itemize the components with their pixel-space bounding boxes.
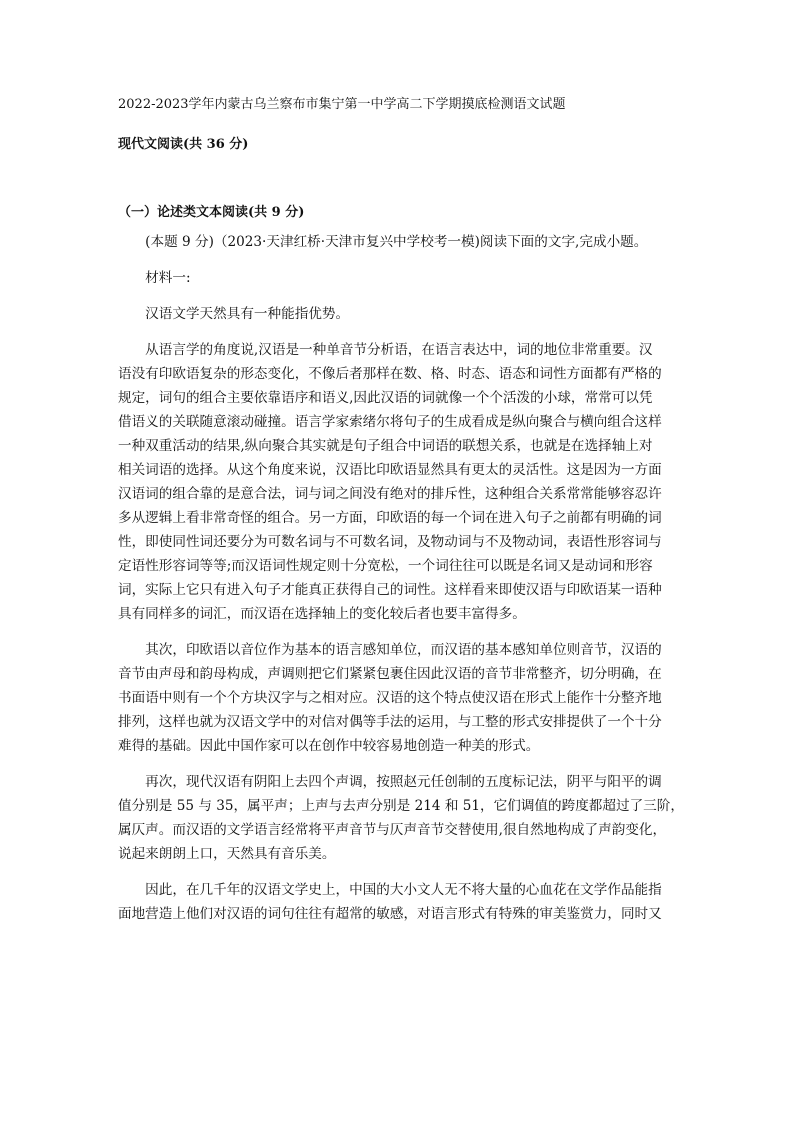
paragraph-line: 词，实际上它只有进入句子才能真正获得自己的词性。这样看来即使汉语与印欧语某一语种 (118, 582, 662, 598)
paragraph-line: 具有同样多的词汇，而汉语在选择轴上的变化较后者也要丰富得多。 (118, 606, 526, 622)
paragraph-line: 性，即使同性词还要分为可数名词与不可数名词，及物动词与不及物动词，表语性形容词与 (118, 534, 662, 550)
section-title: 现代文阅读(共 36 分) (118, 137, 249, 152)
paragraph-line: 定语性形容词等等;而汉语词性规定则十分宽松，一个词往往可以既是名词又是动词和形容 (118, 558, 653, 574)
paragraph-line: 汉语词的组合靠的是意合法，词与词之间没有绝对的排斥性，这种组合关系常常能够容忍许 (118, 486, 662, 502)
paragraph-line: 因此，在几千年的汉语文学史上，中国的大小文人无不将大量的心血花在文学作品能指 (118, 882, 662, 898)
paragraph-line: 语没有印欧语复杂的形态变化，不像后者那样在数、格、时态、语态和词性方面都有严格的 (118, 366, 662, 382)
paragraph-line: 书面语中则有一个个方块汉字与之相对应。汉语的这个特点使汉语在形式上能作十分整齐地 (118, 690, 662, 706)
paragraph-line: 借语义的关联随意滚动碰撞。语言学家索绪尔将句子的生成看成是纵向聚合与横向组合这样 (118, 414, 662, 430)
paragraph-line: 排列，这样也就为汉语文学中的对信对偶等手法的运用，与工整的形式安排提供了一个十分 (118, 714, 662, 730)
paragraph-line: 说起来朗朗上口，天然具有音乐美。 (118, 846, 336, 862)
document-title: 2022-2023学年内蒙古乌兰察布市集宁第一中学高二下学期摸底检测语文试题 (118, 97, 566, 112)
paragraph-line: 再次，现代汉语有阴阳上去四个声调，按照赵元任创制的五度标记法，阴平与阳平的调 (118, 774, 662, 790)
paragraph-line: 多从逻辑上看非常奇怪的组合。另一方面，印欧语的每一个词在进入句子之前都有明确的词 (118, 510, 662, 526)
paragraph-line: 难得的基础。因此中国作家可以在创作中较容易地创造一种美的形式。 (118, 738, 540, 754)
subsection-heading: （一）论述类文本阅读(共 9 分) (118, 205, 305, 220)
paragraph-line: 其次，印欧语以音位作为基本的语言感知单位，而汉语的基本感知单位则音节，汉语的 (118, 642, 662, 658)
paragraph-line: 值分别是 55 与 35，属平声；上声与去声分别是 214 和 51，它们调值的跨度都超过了三阶， (118, 798, 684, 814)
material-label: 材料一: (118, 270, 191, 286)
paragraph-line: 属仄声。而汉语的文学语言经常将平声音节与仄声音节交替使用,很自然地构成了声韵变化， (118, 822, 667, 838)
paragraph-line: 音节由声母和韵母构成，声调则把它们紧紧包裹住因此汉语的音节非常整齐，切分明确，在 (118, 666, 662, 682)
paragraph-line: 从语言学的角度说,汉语是一种单音节分析语，在语言表达中，词的地位非常重要。汉 (118, 342, 653, 358)
paragraph-line: 汉语文学天然具有一种能指优势。 (118, 306, 350, 322)
paragraph-line: 一种双重活动的结果,纵向聚合其实就是句子组合中词语的联想关系，也就是在选择轴上对 (118, 438, 653, 454)
article-body (118, 230, 684, 926)
paragraph-line: 规定，词句的组合主要依靠语序和语义,因此汉语的词就像一个个活泼的小球，常常可以凭 (118, 390, 653, 406)
question-intro: (本题 9 分)（2023·天津红桥·天津市复兴中学校考一模)阅读下面的文字,完成小题。 (118, 234, 648, 250)
paragraph-line: 相关词语的选择。从这个角度来说，汉语比印欧语显然具有更太的灵活性。这是因为一方面 (118, 462, 662, 478)
paragraph-line: 面地营造上他们对汉语的词句往往有超常的敏感，对语言形式有特殊的审美鉴赏力，同时又 (118, 906, 662, 922)
